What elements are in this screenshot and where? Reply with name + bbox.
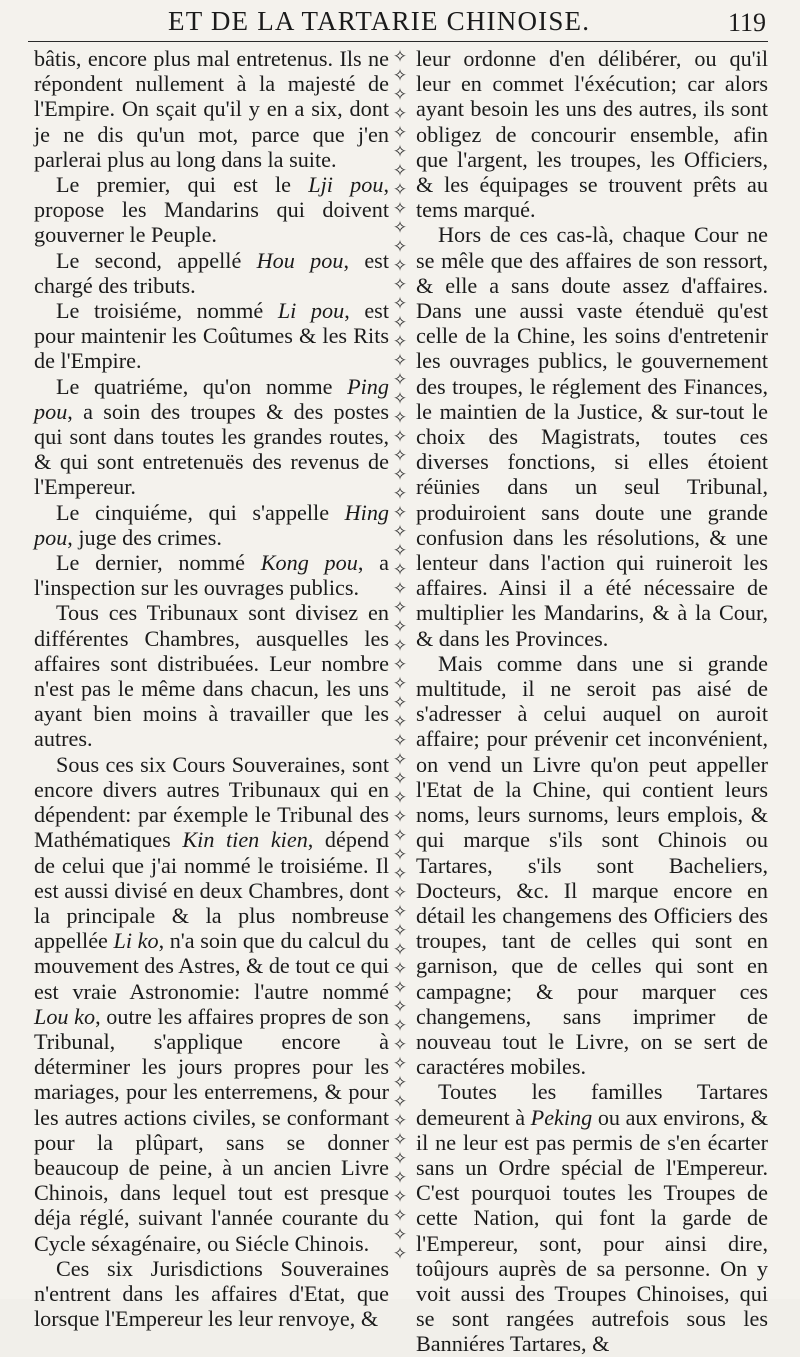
divider-ornament: ✧ xyxy=(392,1092,408,1112)
paragraph xyxy=(34,172,389,248)
paragraph xyxy=(34,752,389,1256)
paragraph xyxy=(416,46,768,222)
paragraph xyxy=(34,374,389,500)
text-run: bâtis, encore plus mal entretenus. Ils ne répondent nullement à la majesté de l'Empire. On sçait qu'il y en a six, dont je ne dis qu'un mot, parce que j'en parlerai plus au long dans la suite. xyxy=(34,46,389,172)
text-run: , est pour maintenir les Coûtumes & les Rits de l'Empire. xyxy=(34,298,389,374)
divider-ornament: ✧ xyxy=(392,1111,408,1131)
text-run: , a soin des troupes & des postes qui sont dans toutes les grandes routes, & qui sont entretenuës des revenus de l'Empereur. xyxy=(34,398,389,500)
divider-ornament: ✧ xyxy=(392,1054,408,1074)
divider-ornament: ✧ xyxy=(392,1206,408,1226)
divider-ornament: ✧ xyxy=(392,1016,408,1036)
divider-ornament: ✧ xyxy=(392,142,408,162)
divider-ornament: ✧ xyxy=(392,541,408,561)
text-run: Le troisiéme, nommé xyxy=(56,298,278,324)
text-run: Tous ces Tribunaux sont divisez en différentes Chambres, ausquelles les affaires sont distribuées. Leur nombre n'est pas le même dans chacun, les uns ayant bien moins à travailler que les autres. xyxy=(34,600,389,752)
divider-ornament: ✧ xyxy=(392,199,408,219)
text-run: Le quatriéme, qu'on nomme xyxy=(56,373,348,399)
text-run: Le premier, qui est le xyxy=(56,172,309,198)
divider-ornament: ✧ xyxy=(392,978,408,998)
divider-ornament: ✧ xyxy=(392,389,408,409)
text-run: Sous ces six Cours Souveraines, sont encore divers autres Tribunaux qui en dépendent: par éxemple le Tribunal des Mathématiques xyxy=(34,751,389,853)
divider-ornament: ✧ xyxy=(392,902,408,922)
text-run: Hors de ces cas-là, chaque Cour ne se mêle que des affaires de son ressort, & elle a sans doute assez d'affaires. Dans une aussi vaste étenduë qu'est celle de la Chine, les soins d'entretenir les ouvrages publics, le gouvernement des troupes, le réglement des Finances, le maintien de la Justice, & sur-tout le choix des Magistrats, toutes ces diverses fonctions, si elles étoient réünies dans un seul Tribunal, produiroient sans doute une grande confusion dans les résolutions, & une lenteur dans l'action qui ruineroit les affaires. Ainsi il a été nécessaire de multiplier les Mandarins, & à la Cour, & dans les Provinces. xyxy=(416,222,768,651)
divider-ornament: ✧ xyxy=(392,104,408,124)
right-column xyxy=(416,46,768,1357)
divider-ornament: ✧ xyxy=(392,275,408,295)
divider-ornament: ✧ xyxy=(392,48,408,67)
divider-ornament: ✧ xyxy=(392,883,408,903)
divider-ornament: ✧ xyxy=(392,123,408,143)
header-rule xyxy=(28,41,768,42)
text-run: Ces six Jurisdictions Souveraines n'entrent dans les affaires d'Etat, que lorsque l'Empereur les leur renvoye, & xyxy=(34,1255,389,1332)
italic-term: Kong pou xyxy=(260,550,358,576)
divider-ornament: ✧ xyxy=(392,332,408,352)
text-run: Mais comme dans une si grande multitude, il ne seroit pas aisé de s'adresser à celui auquel on auroit affaire; pour prévenir cet inconvénient, on vend un Livre qu'on peut appeller l'Etat de la Chine, qui contient leurs noms, leurs surnoms, leurs emplois, & qui marque s'ils sont Chinois ou Tartares, s'ils sont Bacheliers, Docteurs, &c. Il marque encore en détail les changemens des Officiers des troupes, tant de celles qui sont en garnison, que de celles qui sont en campagne; & pour marquer ces changemens, sans imprimer de nouveau tout le Livre, on se sert de caractéres mobiles. xyxy=(416,650,768,1080)
text-run: Toutes les familles Tartares demeurent à xyxy=(416,1079,768,1130)
divider-ornament: ✧ xyxy=(392,503,408,523)
ornamental-column-divider xyxy=(388,48,412,1268)
divider-ornament: ✧ xyxy=(392,446,408,466)
text-run: , n'a soin que du calcul du mouvement des Astres, & de tout ce qui est vraie Astronomie: l'autre nommé xyxy=(34,928,389,1004)
divider-ornament: ✧ xyxy=(392,731,408,751)
italic-term: Kin tien kien xyxy=(182,827,308,853)
paragraph xyxy=(416,1079,768,1356)
paragraph xyxy=(34,500,389,550)
text-run: Le second, appellé xyxy=(56,247,257,273)
divider-ornament: ✧ xyxy=(392,1130,408,1150)
divider-ornament: ✧ xyxy=(392,598,408,618)
divider-ornament: ✧ xyxy=(392,959,408,979)
text-run: , juge des crimes. xyxy=(67,524,222,550)
paragraph xyxy=(34,600,389,751)
divider-ornament: ✧ xyxy=(392,313,408,333)
text-run: , a l'inspection sur les ouvrages publics. xyxy=(34,550,389,601)
italic-term: Lji pou xyxy=(308,172,384,198)
divider-ornament: ✧ xyxy=(392,1035,408,1055)
running-title: ET DE LA TARTARIE CHINOISE. xyxy=(168,6,591,36)
text-run: , propose les Mandarins qui doivent gouverner le Peuple. xyxy=(34,172,390,248)
divider-ornament: ✧ xyxy=(392,465,408,485)
divider-ornament: ✧ xyxy=(392,617,408,637)
divider-ornament: ✧ xyxy=(392,636,408,656)
divider-ornament: ✧ xyxy=(392,1244,408,1264)
divider-ornament: ✧ xyxy=(392,693,408,713)
text-run: Le cinquiéme, qui s'appelle xyxy=(56,499,345,525)
divider-ornament: ✧ xyxy=(392,940,408,960)
divider-ornament: ✧ xyxy=(392,294,408,314)
paragraph xyxy=(34,1256,389,1332)
italic-term: Hou pou xyxy=(256,247,344,273)
divider-ornament: ✧ xyxy=(392,1187,408,1207)
text-run: leur ordonne d'en délibérer, ou qu'il leur en commet l'éxécution; car alors ayant besoin les uns des autres, ils sont obligez de concourir ensemble, afin que l'argent, les troupes, les Officiers, & les équipages se trouvent prêts au tems marqué. xyxy=(416,46,768,223)
paragraph xyxy=(34,46,389,172)
divider-ornament: ✧ xyxy=(392,845,408,865)
text-run: , dépend de celui que j'ai nommé le troisiéme. Il est aussi divisé en deux Chambres, dont la principale & la plus nombreuse appellée xyxy=(34,827,389,954)
left-column xyxy=(34,46,389,1331)
paragraph xyxy=(34,550,389,600)
italic-term: Peking xyxy=(530,1104,593,1130)
paragraph xyxy=(416,651,768,1079)
divider-ornament: ✧ xyxy=(392,427,408,447)
divider-ornament: ✧ xyxy=(392,579,408,599)
divider-ornament: ✧ xyxy=(392,484,408,504)
divider-ornament: ✧ xyxy=(392,370,408,390)
divider-ornament: ✧ xyxy=(392,351,408,371)
divider-ornament: ✧ xyxy=(392,237,408,257)
divider-ornament: ✧ xyxy=(392,712,408,732)
divider-ornament: ✧ xyxy=(392,180,408,200)
divider-ornament: ✧ xyxy=(392,826,408,846)
paragraph xyxy=(416,222,768,650)
divider-ornament: ✧ xyxy=(392,655,408,675)
italic-term: Lou ko xyxy=(34,1003,96,1029)
divider-ornament: ✧ xyxy=(392,921,408,941)
italic-term: Li ko xyxy=(113,928,159,954)
divider-ornament: ✧ xyxy=(392,1168,408,1188)
italic-term: Ping pou xyxy=(34,373,389,424)
divider-ornament: ✧ xyxy=(392,256,408,276)
divider-ornament: ✧ xyxy=(392,1225,408,1245)
divider-ornament: ✧ xyxy=(392,1149,408,1169)
paragraph xyxy=(34,248,389,298)
divider-ornament: ✧ xyxy=(392,769,408,789)
page-number: 119 xyxy=(727,8,766,37)
divider-ornament: ✧ xyxy=(392,674,408,694)
divider-ornament: ✧ xyxy=(392,997,408,1017)
text-run: , outre les affaires propres de son Tribunal, s'applique encore à déterminer les jours propres pour les mariages, pour les enterremens, & pour les autres actions civiles, se conformant pour la plûpart, sans se donner beaucoup de peine, à un ancien Livre Chinois, dans lequel tout est presque déja réglé, suivant l'année courante du Cycle séxagénaire, ou Siécle Chinois. xyxy=(34,1003,389,1256)
divider-ornament: ✧ xyxy=(392,66,408,86)
divider-ornament: ✧ xyxy=(392,522,408,542)
text-run: ou aux environs, & il ne leur est pas permis de s'en écarter sans un Ordre spécial de l'Empereur. C'est pourquoi toutes les Troupes de cette Nation, qui font la garde de l'Empereur, sont, pour ainsi dire, toûjours auprès de sa personne. On y voit aussi des Troupes Chinoises, qui se sont rangées autrefois sous les Banniéres Tartares, & xyxy=(416,1104,768,1357)
italic-term: Hing pou xyxy=(34,499,389,550)
paragraph xyxy=(34,298,389,374)
divider-ornament: ✧ xyxy=(392,788,408,808)
divider-ornament: ✧ xyxy=(392,750,408,770)
divider-ornament: ✧ xyxy=(392,408,408,428)
divider-ornament: ✧ xyxy=(392,218,408,238)
divider-ornament: ✧ xyxy=(392,864,408,884)
page-header xyxy=(0,4,800,44)
divider-ornament: ✧ xyxy=(392,1073,408,1093)
italic-term: Li pou xyxy=(277,298,345,324)
divider-ornament: ✧ xyxy=(392,807,408,827)
divider-ornament: ✧ xyxy=(392,161,408,181)
text-run: Le dernier, nommé xyxy=(56,550,261,576)
text-run: , est chargé des tributs. xyxy=(34,247,389,298)
divider-ornament: ✧ xyxy=(392,85,408,105)
divider-ornament: ✧ xyxy=(392,560,408,580)
